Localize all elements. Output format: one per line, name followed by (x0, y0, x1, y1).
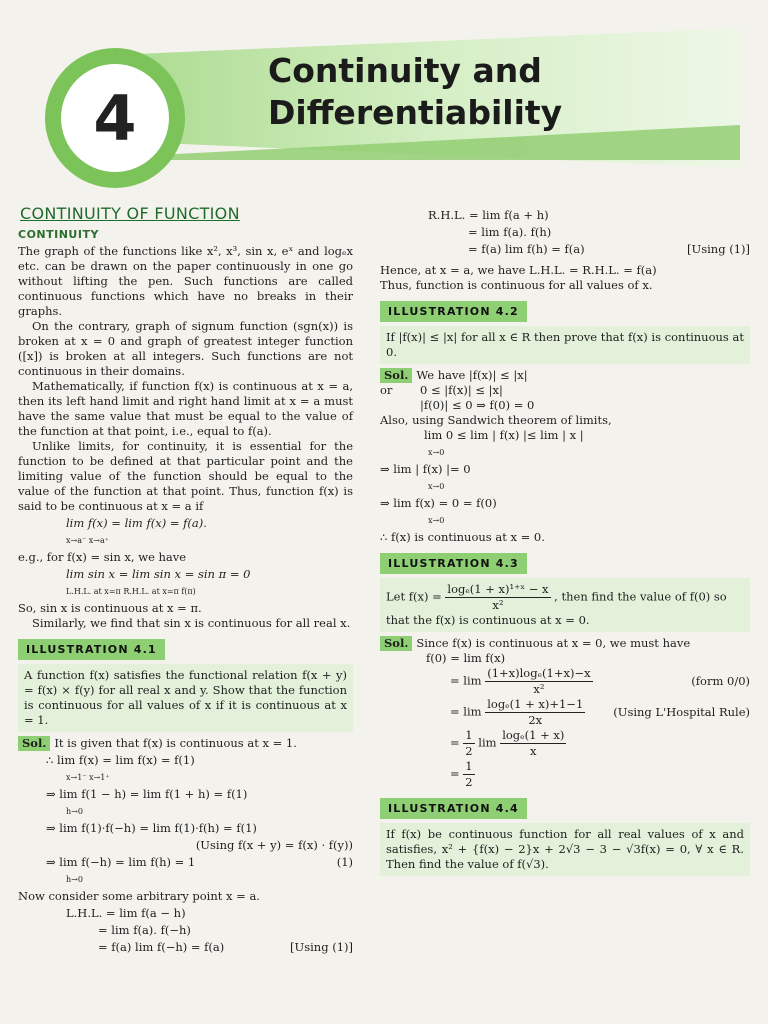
equation-text: = lim $\frac{\text{(1+x)logₑ(1+x)−x}}{\text{x²}}$ (450, 666, 591, 696)
equation-subscript: x→1⁻ x→1⁺ (66, 773, 110, 782)
section-title: CONTINUITY OF FUNCTION (20, 204, 240, 223)
paragraph: Now consider some arbitrary point x = a. (18, 889, 260, 903)
paragraph: Similarly, we find that sin x is continuous for all real x. (32, 616, 351, 630)
equation-tag: [Using (1)] (290, 940, 353, 954)
equation-text: = lim $\frac{\text{logₑ(1 + x)+1−1}}{2x}$ (450, 697, 584, 727)
numerator: logₑ(1 + x)¹⁺ˣ − x (447, 582, 549, 596)
solution-line (18, 736, 353, 751)
paragraph: On the contrary, graph of signum function (sgn(x)) is broken at x = 0 and graph of greatest integer function ([x]) is broken at all integers. Such functions are not continuous in their domains. (18, 319, 353, 378)
numerator: (1+x)logₑ(1+x)−x (487, 666, 591, 680)
right-column (380, 206, 750, 876)
illustration-question (380, 823, 750, 876)
sub-title: CONTINUITY (18, 228, 99, 241)
equation (450, 697, 750, 728)
paragraph: Mathematically, if function f(x) is continuous at x = a, then its left hand limit and right hand limit at x = a must have the same value that must be equal to the value of the function at that point, i.e., equal to f(a). (18, 379, 353, 438)
equation: ⇒ lim f(1 − h) = lim f(1 + h) = f(1) (46, 787, 248, 801)
equation-tag: (form 0/0) (691, 674, 750, 688)
equation (46, 855, 353, 870)
fraction (445, 582, 550, 613)
solution-text: It is given that f(x) is continuous at x = 1. (54, 736, 297, 750)
equation (98, 940, 353, 955)
denominator: 2x (528, 713, 543, 727)
equation-text: = f(a) lim f(h) = f(a) (468, 242, 585, 256)
equation: ⇒ lim | f(x) |= 0 (380, 462, 471, 476)
equation (450, 666, 750, 697)
question-text (386, 582, 744, 613)
equation: ∴ f(x) is continuous at x = 0. (380, 530, 545, 544)
illustration-heading: ILLUSTRATION 4.1 (18, 639, 165, 660)
equation: lim f(x) = lim f(x) = f(a). (66, 516, 207, 530)
equation-tag: (Using L'Hospital Rule) (613, 705, 750, 719)
equation-subscript: x→0 (428, 516, 445, 525)
denominator: 2 (465, 775, 473, 789)
illustration-heading: ILLUSTRATION 4.3 (380, 553, 527, 574)
question-text: If f(x) be continuous function for all real values of x and satisfies, x² + {f(x) − 2}x + 2√3 − 3 − √3f(x) = 0, ∀ x ∈ R. Then find the value of f(√3). (386, 827, 744, 871)
illustration-heading: ILLUSTRATION 4.2 (380, 301, 527, 322)
left-column (18, 206, 353, 957)
equation-tag: (1) (336, 855, 353, 869)
equation: ∴ lim f(x) = lim f(x) = f(1) (46, 753, 195, 767)
question-text-part: Let f(x) = (386, 589, 442, 604)
or-label: or (380, 383, 393, 397)
equation: lim 0 ≤ lim | f(x) |≤ lim | x | (424, 428, 584, 442)
paragraph: Also, using Sandwich theorem of limits, (380, 413, 612, 427)
paragraph: e.g., for f(x) = sin x, we have (18, 550, 187, 564)
equation-subscript: x→0 (428, 448, 445, 457)
solution-line (380, 368, 750, 383)
illustration-question (380, 326, 750, 364)
illustration-heading: ILLUSTRATION 4.4 (380, 798, 527, 819)
denominator: x² (533, 682, 545, 696)
paragraph: Thus, function is continuous for all values of x. (380, 278, 653, 292)
equation: = $\frac{1}{2}$ (450, 759, 473, 789)
fraction (500, 728, 566, 759)
equation-text: 0 ≤ |f(x)| ≤ |x| (420, 383, 503, 397)
equation-subscript: L.H.L. at x=π R.H.L. at x=π f(π) (66, 587, 196, 596)
fraction (485, 697, 585, 728)
paragraph: Unlike limits, for continuity, it is essential for the function to be defined at that particular point and the limiting value of the function should be equal to the value of the function at that point. Thus, function f(x) is said to be continuous at x = a if (18, 439, 353, 513)
equation-text: ⇒ lim f(−h) = lim f(h) = 1 (46, 855, 196, 869)
denominator: x² (492, 598, 504, 612)
paragraph: Hence, at x = a, we have L.H.L. = R.H.L. = f(a) (380, 263, 657, 277)
title-line-1: Continuity and (268, 51, 542, 90)
paragraph: The graph of the functions like x², x³, sin x, eˣ and logₑx etc. can be drawn on the paper continuously in one go without lifting the pen. Such functions are called continuous functions which have no breaks in their graphs. (18, 244, 353, 318)
equation: |f(0)| ≤ 0 ⇒ f(0) = 0 (420, 398, 535, 412)
fraction (463, 759, 474, 790)
solution-label: Sol. (380, 368, 412, 383)
solution-text: We have |f(x)| ≤ |x| (416, 368, 528, 382)
chapter-title (268, 50, 562, 134)
equation-text: ⇒ lim f(1)·f(−h) = lim f(1)·f(h) = f(1) (46, 821, 257, 835)
equation: = lim f(a). f(−h) (98, 923, 191, 937)
equation: = lim f(a). f(h) (468, 225, 552, 239)
equation: R.H.L. = lim f(a + h) (428, 208, 549, 222)
equation-tag: [Using (1)] (687, 242, 750, 256)
equation-subscript: x→a⁻ x→a⁺ (66, 536, 109, 545)
illustration-question (18, 664, 353, 732)
numerator: logₑ(1 + x)+1−1 (487, 697, 584, 711)
solution-text: Since f(x) is continuous at x = 0, we must have (416, 636, 691, 650)
question-text-part: , then find the value of f(0) so (554, 589, 727, 604)
chapter-badge (45, 48, 185, 188)
question-text: A function f(x) satisfies the functional relation f(x + y) = f(x) × f(y) for all real x and y. Show that the function is continuous for all values of x if it is continuous at x = 1. (24, 668, 347, 727)
fraction (485, 666, 592, 697)
equation: ⇒ lim f(x) = 0 = f(0) (380, 496, 497, 510)
equation: f(0) = lim f(x) (426, 651, 506, 665)
equation: lim sin x = lim sin x = sin π = 0 (66, 567, 251, 581)
solution-line (380, 636, 750, 651)
equation-subscript: h→0 (66, 807, 83, 816)
equation (46, 821, 353, 836)
equation-note: (Using f(x + y) = f(x) · f(y)) (195, 838, 353, 852)
title-line-2: Differentiability (268, 93, 563, 132)
equation: L.H.L. = lim f(a − h) (66, 906, 186, 920)
chapter-number: 4 (61, 64, 169, 172)
equation-subscript: h→0 (66, 875, 83, 884)
equation-subscript: x→0 (428, 482, 445, 491)
equation (468, 242, 750, 257)
paragraph: So, sin x is continuous at x = π. (18, 601, 202, 615)
chapter-header (0, 0, 768, 190)
equation (380, 383, 750, 398)
solution-label: Sol. (380, 636, 412, 651)
illustration-question (380, 578, 750, 632)
denominator: x (530, 744, 537, 758)
question-text: that the f(x) is continuous at x = 0. (386, 613, 590, 627)
solution-label: Sol. (18, 736, 50, 751)
numerator: logₑ(1 + x) (502, 728, 565, 742)
numerator: 1 (465, 759, 473, 773)
equation: = $\frac{1}{2}$ lim $\frac{\text{logₑ(1 + x)}}{x}$ (450, 728, 565, 758)
question-text: If |f(x)| ≤ |x| for all x ∈ R then prove that f(x) is continuous at 0. (386, 330, 744, 359)
equation-text: = f(a) lim f(−h) = f(a) (98, 940, 225, 954)
fraction: $\frac{1}{2}$ (465, 728, 473, 758)
